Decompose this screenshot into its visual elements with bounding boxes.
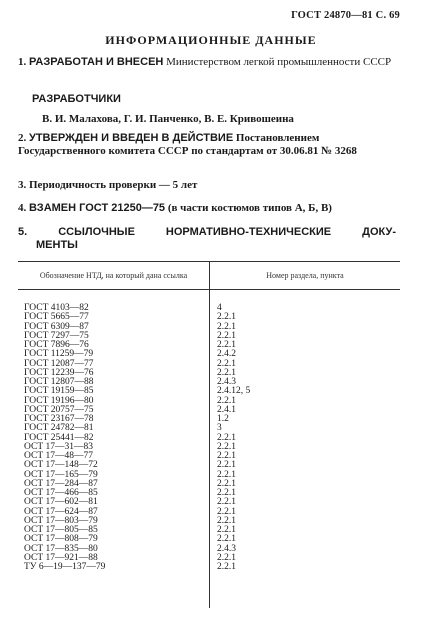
document-designation: ГОСТ 7297—75: [24, 330, 89, 341]
section-reference: 2.2.1: [217, 562, 236, 572]
section-heading: ВЗАМЕН ГОСТ 21250—75: [29, 202, 166, 214]
section-reference: 2.2.1: [217, 488, 236, 498]
section-heading: РАЗРАБОТАН И ВНЕСЕН: [29, 56, 164, 68]
document-designation: ГОСТ 19159—85: [24, 386, 94, 397]
section-reference: 2.2.1: [217, 478, 236, 489]
section-5: [18, 226, 396, 239]
section-reference: 2.2.1: [217, 312, 236, 323]
document-designation: ОСТ 17—466—85: [24, 488, 98, 498]
document-designation: ОСТ 17—284—87: [24, 478, 98, 489]
document-designation: ОСТ 17—803—79: [24, 515, 98, 526]
section-reference: 2.2.1: [217, 321, 236, 332]
column-header-document: Обозначение НТД, на который дана ссылка: [18, 262, 210, 289]
document-designation: ГОСТ 23167—78: [24, 414, 94, 424]
section-reference: 2.2.1: [217, 515, 236, 526]
reference-table: [18, 261, 400, 572]
section-reference: 2.2.1: [217, 534, 236, 545]
document-title: ИНФОРМАЦИОННЫЕ ДАННЫЕ: [105, 33, 317, 47]
section-reference: 2.2.1: [217, 358, 236, 369]
table-header: [18, 262, 400, 290]
document-designation: ГОСТ 20757—75: [24, 404, 94, 415]
section-text: (в части костюмов типов А, Б, В): [167, 202, 332, 214]
section-reference: 2.4.12, 5: [217, 386, 251, 397]
document-designation: ГОСТ 19196—80: [24, 395, 94, 406]
section-reference: 2.4.3: [217, 543, 236, 554]
section-number: 1.: [18, 56, 27, 68]
document-designation: ОСТ 17—48—77: [24, 451, 93, 461]
section-reference: 2.2.1: [217, 460, 236, 471]
section-reference: 1.2: [217, 414, 229, 424]
table-rows: [18, 290, 400, 572]
section-heading: ССЫЛОЧНЫЕ НОРМАТИВНО-ТЕХНИЧЕСКИЕ ДОКУ-: [58, 226, 397, 238]
page-header: ГОСТ 24870—81 С. 69: [291, 10, 400, 21]
section-reference: 2.2.1: [217, 340, 236, 350]
section-reference: 2.2.1: [217, 441, 236, 452]
section-reference: 2.4.3: [217, 377, 236, 387]
section-2: [18, 132, 400, 158]
section-reference: 2.2.1: [217, 395, 236, 406]
section-number: 2.: [18, 132, 27, 144]
section-4: [18, 202, 400, 215]
section-3: [18, 179, 400, 192]
document-designation: ГОСТ 24782—81: [24, 423, 94, 434]
section-text: Периодичность проверки — 5 лет: [29, 179, 198, 191]
section-reference: 2.2.1: [217, 432, 236, 443]
developers-heading: РАЗРАБОТЧИКИ: [32, 93, 121, 105]
document-designation: ОСТ 17—808—79: [24, 534, 98, 545]
document-designation: ОСТ 17—31—83: [24, 441, 93, 452]
section-5-continuation: МЕНТЫ: [36, 239, 78, 251]
section-reference: 2.2.1: [217, 497, 236, 508]
section-reference: 2.4.2: [217, 349, 236, 360]
document-designation: ГОСТ 12807—88: [24, 377, 94, 387]
table-row: [18, 563, 400, 572]
developers-names: В. И. Малахова, Г. И. Панченко, В. Е. Кривошеина: [42, 113, 294, 125]
section-reference: 2.2.1: [217, 506, 236, 517]
document-designation: ОСТ 17—165—79: [24, 469, 98, 480]
section-reference: 2.2.1: [217, 451, 236, 461]
section-reference: 2.2.1: [217, 469, 236, 480]
section-heading: УТВЕРЖДЕН И ВВЕДЕН В ДЕЙСТВИЕ: [29, 132, 234, 144]
section-reference: 2.2.1: [217, 330, 236, 341]
section-reference: 2.2.1: [217, 367, 236, 378]
section-number: 3.: [18, 179, 27, 191]
document-designation: ОСТ 17—921—88: [24, 552, 98, 563]
document-designation: ТУ 6—19—137—79: [24, 562, 106, 572]
section-1: [18, 56, 400, 69]
section-number: 5.: [18, 226, 28, 238]
document-designation: ГОСТ 7896—76: [24, 340, 89, 350]
section-reference: 2.4.1: [217, 404, 236, 415]
section-number: 4.: [18, 202, 27, 214]
table-body: [18, 290, 400, 572]
document-designation: ОСТ 17—805—85: [24, 525, 98, 535]
column-header-section: Номер раздела, пункта: [266, 271, 344, 280]
document-designation: ОСТ 17—835—80: [24, 543, 98, 554]
document-designation: ГОСТ 12239—76: [24, 367, 94, 378]
document-designation: ОСТ 17—624—87: [24, 506, 98, 517]
section-text: Постановлением Государственного комитета СССР по стандартам от 30.06.81 № 3268: [18, 132, 357, 157]
section-reference: 2.2.1: [217, 525, 236, 535]
document-designation: ГОСТ 5665—77: [24, 312, 89, 323]
section-reference: 4: [217, 303, 222, 313]
document-designation: ГОСТ 25441—82: [24, 432, 94, 443]
document-designation: ГОСТ 4103—82: [24, 303, 89, 313]
document-designation: ГОСТ 12087—77: [24, 358, 94, 369]
document-designation: ГОСТ 11259—79: [24, 349, 94, 360]
document-designation: ОСТ 17—148—72: [24, 460, 98, 471]
section-reference: 3: [217, 423, 222, 434]
document-designation: ГОСТ 6309—87: [24, 321, 89, 332]
document-designation: ОСТ 17—602—81: [24, 497, 98, 508]
section-reference: 2.2.1: [217, 552, 236, 563]
section-text: Министерством легкой промышленности СССР: [166, 56, 392, 68]
